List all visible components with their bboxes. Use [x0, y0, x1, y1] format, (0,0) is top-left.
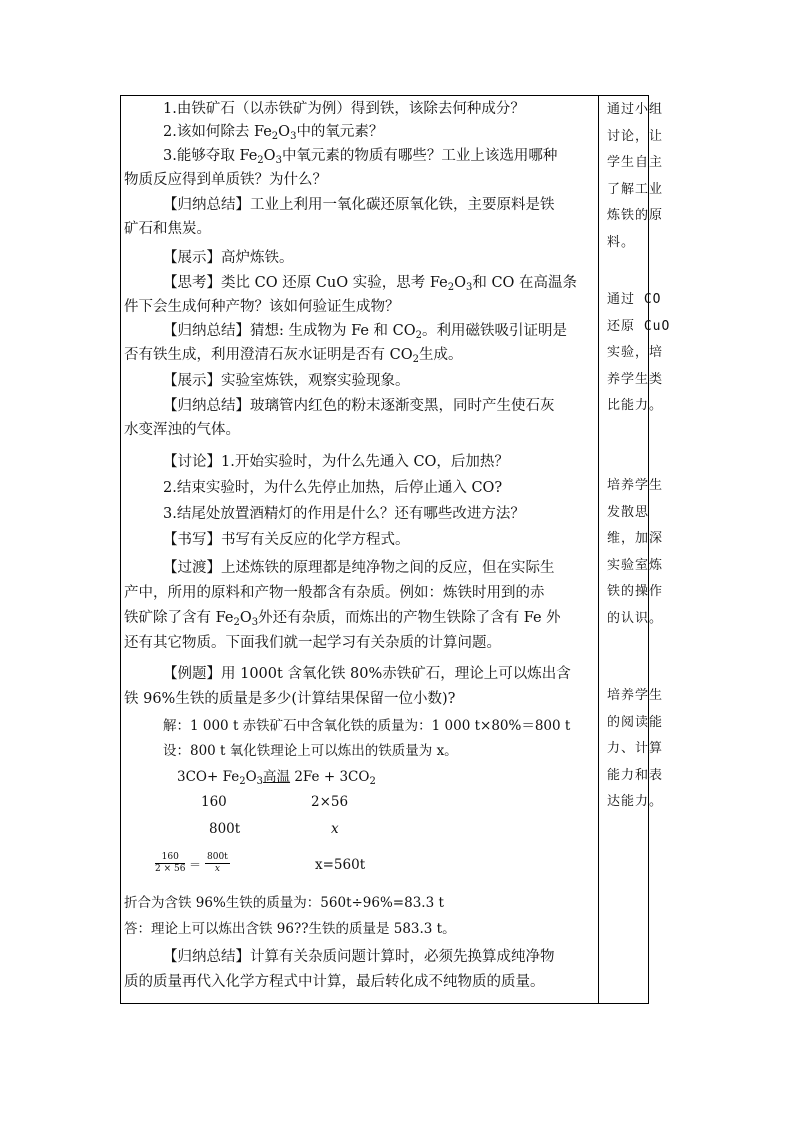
think: 【思考】类比 CO 还原 CuO 实验，思考 $Fe_2O_3$和 CO 在高温条: [163, 275, 578, 293]
solution-line-1: 解：1 000 t 赤铁矿石中含氧化铁的质量为：1 000 t×80%＝800 t: [163, 718, 571, 734]
question-1: 1.由铁矿石（以赤铁矿为例）得到铁，该除去何种成分？: [163, 101, 525, 117]
transition-cont-1: 产中，所用的原料和产物一般都含有杂质。例如：炼铁时用到的赤: [124, 585, 545, 601]
transition: 【过渡】上述炼铁的原理都是纯净物之间的反应，但在实际生: [163, 560, 555, 576]
summary-2: 【归纳总结】猜想: 生成物为 Fe 和 $CO_2$。利用磁铁吸引证明是: [163, 323, 568, 341]
intent-note-1: 通过小组 讨论，让 学生自主 了解工业 炼铁的原 料。: [607, 102, 664, 250]
unknown-mass: x: [331, 821, 339, 837]
question-3: 3.能够夺取 $Fe_2O_3$中氧元素的物质有哪些？工业上该选用哪种: [163, 148, 558, 166]
summary-3-cont: 水变浑浊的气体。: [124, 422, 240, 438]
summary-4-cont: 质的质量再代入化学方程式中计算，最后转化成不纯物质的质量。: [124, 974, 545, 990]
design-intent-cell: [599, 96, 671, 1003]
solution-line-3: 折合为含铁 96%生铁的质量为：560t÷96%=83.3 t: [124, 895, 444, 911]
question-2: 2.该如何除去 $Fe_2O_3$中的氧元素？: [163, 124, 384, 142]
summary-1: 【归纳总结】工业上利用一氧化碳还原氧化铁，主要原料是铁: [163, 197, 555, 213]
summary-4: 【归纳总结】计算有关杂质问题计算时，必须先换算成纯净物: [163, 949, 555, 965]
molar-mass-1: 160: [201, 794, 227, 810]
think-cont: 件下会生成何种产物？该如何验证生成物？: [124, 299, 400, 315]
fraction-equals: ＝: [189, 858, 202, 872]
fraction-right: $\frac{800t}{x}$: [207, 852, 228, 874]
discuss-3: 3.结尾处放置酒精灯的作用是什么？还有哪些改进方法？: [163, 506, 525, 522]
summary-3: 【归纳总结】玻璃管内红色的粉末逐渐变黑，同时产生使石灰: [163, 398, 555, 414]
fraction-left: $\frac{160}{2 \times 56}$: [155, 852, 186, 874]
example-cont: 铁 96%生铁的质量是多少(计算结果保留一位小数)?: [124, 691, 456, 707]
chemical-equation: $3CO+ Fe_2O_3$高温 $2Fe + 3CO_2$: [177, 769, 376, 787]
summary-1-cont: 矿石和焦炭。: [124, 221, 211, 237]
molar-mass-2: 2×56: [311, 794, 349, 810]
solution-line-2: 设：800 t 氧化铁理论上可以炼出的铁质量为 x。: [163, 743, 458, 759]
lesson-table: [120, 95, 671, 1004]
example: 【例题】用 1000t 含氧化铁 80%赤铁矿石，理论上可以炼出含: [163, 666, 571, 682]
transition-cont-2: 铁矿除了含有 $Fe_2O_3$外还有杂质，而炼出的产物生铁除了含有 Fe 外: [124, 610, 561, 628]
discuss-2: 2.结束实验时，为什么先停止加热，后停止通入 CO?: [163, 480, 503, 496]
summary-2-cont: 否有铁生成，利用澄清石灰水证明是否有 $CO_2$生成。: [124, 347, 463, 365]
question-3-cont: 物质反应得到单质铁？为什么？: [124, 172, 327, 188]
intent-note-2: 通过 CO 还原 CuO 实验，培 养学生类 比能力。: [607, 292, 671, 413]
intent-note-3: 培养学生 发散思 维，加深 实验室炼 铁的操作 的认识。: [607, 478, 664, 626]
answer: 答：理论上可以炼出含铁 96??生铁的质量是 583.3 t。: [124, 921, 456, 937]
show-2: 【展示】实验室炼铁，观察实验现象。: [163, 373, 410, 389]
intent-note-4: 培养学生 的阅读能 力、计算 能力和表 达能力。: [607, 688, 664, 809]
teaching-content-cell: [121, 96, 598, 1003]
result-x: x=560t: [315, 857, 366, 873]
known-mass: 800t: [209, 821, 241, 837]
transition-cont-3: 还有其它物质。下面我们就一起学习有关杂质的计算问题。: [124, 635, 501, 651]
discuss-1: 【讨论】1.开始实验时，为什么先通入 CO，后加热？: [163, 454, 509, 470]
show-1: 【展示】高炉炼铁。: [163, 250, 294, 266]
write: 【书写】书写有关反应的化学方程式。: [163, 532, 410, 548]
